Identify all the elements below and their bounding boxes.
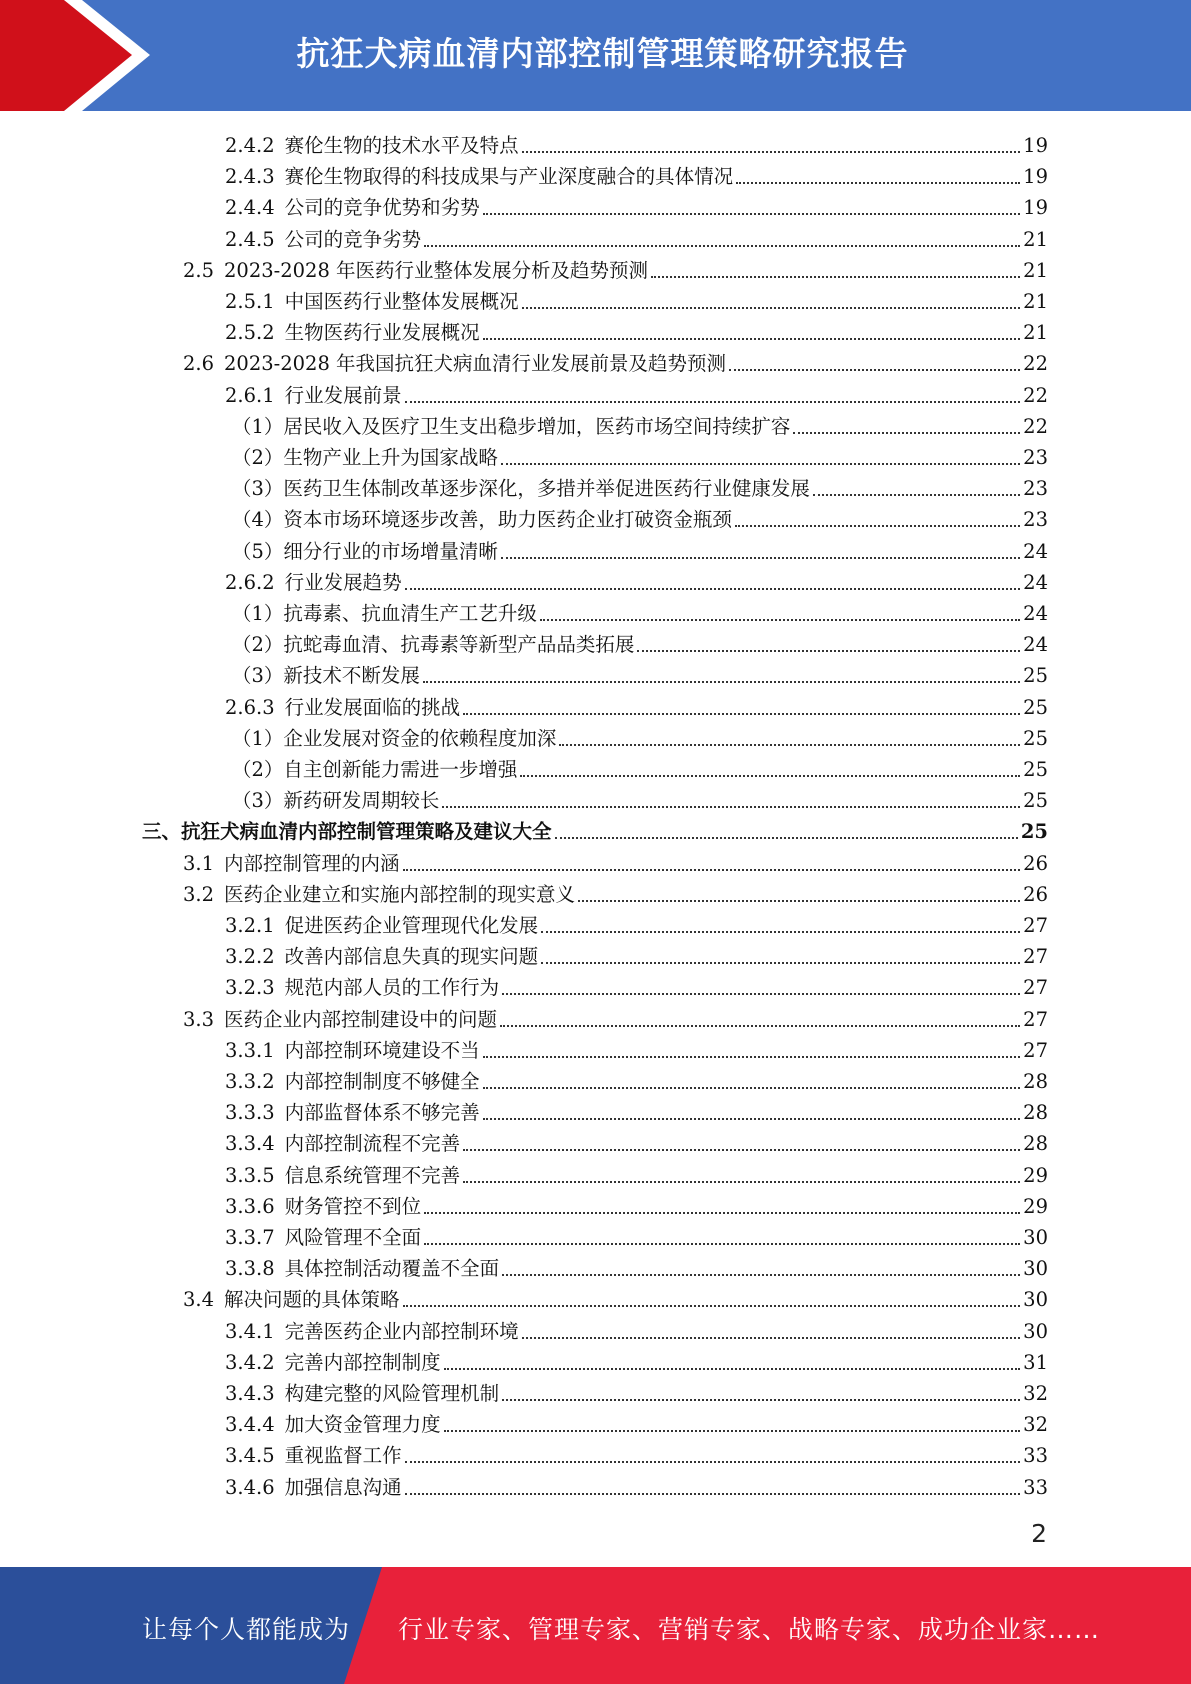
toc-dot-leader xyxy=(463,713,1020,715)
toc-dot-leader xyxy=(502,1274,1020,1276)
toc-entry[interactable] xyxy=(232,720,1048,751)
toc-entry-number: （1） xyxy=(232,414,284,438)
toc-entry-number: （2） xyxy=(232,446,284,469)
toc-entry-title: 改善内部信息失真的现实问题 xyxy=(284,945,539,969)
page-number: 2 xyxy=(1031,1519,1047,1548)
toc-entry-page: 25 xyxy=(1020,820,1048,844)
footer-slogan-right: 行业专家、管理专家、营销专家、战略专家、成功企业家…… xyxy=(398,1615,1101,1644)
toc-entry-page: 24 xyxy=(1023,570,1048,594)
toc-dot-leader xyxy=(405,588,1021,590)
toc-entry[interactable] xyxy=(225,221,1048,252)
toc-entry-page: 25 xyxy=(1023,758,1048,781)
toc-dot-leader xyxy=(578,900,1020,902)
toc-entry-page: 26 xyxy=(1023,882,1048,906)
toc-entry-page: 23 xyxy=(1023,508,1048,532)
toc-entry-title: 内部控制管理的内涵 xyxy=(224,851,400,875)
toc-entry[interactable] xyxy=(225,1250,1048,1281)
toc-entry-number: 3.4 xyxy=(183,1288,215,1312)
toc-entry-number: （1） xyxy=(232,726,284,750)
toc-entry-title: 医药企业内部控制建设中的问题 xyxy=(224,1007,498,1031)
toc-entry[interactable] xyxy=(225,1032,1048,1063)
toc-dot-leader xyxy=(405,401,1021,403)
toc-entry-number: 2.5.2 xyxy=(225,321,275,345)
toc-entry-number: 3.3.3 xyxy=(225,1101,275,1125)
toc-entry-title: 内部控制制度不够健全 xyxy=(284,1070,480,1093)
toc-entry[interactable] xyxy=(232,470,1048,501)
toc-entry-title: 规范内部人员的工作行为 xyxy=(284,976,500,1000)
toc-entry-number: 2.6.3 xyxy=(225,695,275,719)
toc-entry-page: 24 xyxy=(1023,633,1048,657)
toc-dot-leader xyxy=(483,213,1021,215)
toc-dot-leader xyxy=(444,1368,1021,1370)
toc-entry-number: 3.3.4 xyxy=(225,1132,275,1156)
toc-entry[interactable] xyxy=(225,564,1048,595)
toc-entry-page: 27 xyxy=(1023,976,1048,1000)
toc-dot-leader xyxy=(483,338,1021,340)
toc-entry-title: 2023-2028 年医药行业整体发展分析及趋势预测 xyxy=(224,258,649,282)
toc-entry-page: 29 xyxy=(1023,1194,1048,1218)
toc-entry-page: 33 xyxy=(1023,1444,1048,1468)
toc-entry[interactable] xyxy=(232,782,1048,813)
toc-entry-page: 22 xyxy=(1023,414,1048,438)
toc-dot-leader xyxy=(403,1305,1021,1307)
toc-entry-page: 24 xyxy=(1023,602,1048,625)
toc-entry-page: 26 xyxy=(1023,851,1048,875)
toc-entry[interactable] xyxy=(225,1125,1048,1156)
toc-entry-title: 抗蛇毒血清、抗毒素等新型产品品类拓展 xyxy=(283,633,635,657)
toc-entry-number: 3.4.2 xyxy=(225,1350,275,1374)
toc-entry-number: 2.4.3 xyxy=(225,165,275,189)
toc-entry-page: 23 xyxy=(1023,446,1048,469)
toc-entry-title: 具体控制活动覆盖不全面 xyxy=(284,1257,500,1281)
toc-entry-page: 28 xyxy=(1023,1070,1048,1093)
toc-entry[interactable] xyxy=(225,1375,1048,1406)
toc-entry-page: 19 xyxy=(1023,165,1048,189)
toc-entry-title: 抗狂犬病血清内部控制管理策略及建议大全 xyxy=(181,820,552,844)
toc-entry[interactable] xyxy=(225,1344,1048,1375)
toc-entry-title: 新技术不断发展 xyxy=(283,664,420,688)
toc-entry-title: 信息系统管理不完善 xyxy=(284,1163,461,1187)
toc-entry-page: 25 xyxy=(1023,664,1048,688)
toc-dot-leader xyxy=(483,1056,1021,1058)
toc-entry[interactable] xyxy=(183,345,1048,376)
toc-entry-title: 加强信息沟通 xyxy=(284,1475,402,1499)
toc-entry[interactable] xyxy=(225,127,1048,158)
toc-dot-leader xyxy=(424,1243,1020,1245)
toc-entry-page: 22 xyxy=(1023,383,1048,407)
toc-entry[interactable] xyxy=(225,1406,1048,1437)
toc-entry-number: 3.3.6 xyxy=(225,1194,275,1218)
toc-entry-page: 31 xyxy=(1023,1350,1048,1374)
toc-entry-number: 3.4.4 xyxy=(225,1413,275,1437)
toc-entry-title: 医药卫生体制改革逐步深化，多措并举促进医药行业健康发展 xyxy=(283,477,810,501)
toc-dot-leader xyxy=(405,1493,1021,1495)
toc-entry-title: 赛伦生物取得的科技成果与产业深度融合的具体情况 xyxy=(284,165,734,189)
toc-entry-number: （3） xyxy=(232,664,284,688)
toc-dot-leader xyxy=(463,1149,1020,1151)
toc-entry-title: 居民收入及医疗卫生支出稳步增加，医药市场空间持续扩容 xyxy=(283,414,791,438)
toc-entry-page: 21 xyxy=(1023,321,1048,345)
toc-dot-leader xyxy=(729,369,1020,371)
toc-dot-leader xyxy=(424,245,1020,247)
toc-entry-title: 完善医药企业内部控制环境 xyxy=(284,1319,519,1343)
toc-entry-number: 2.5 xyxy=(183,258,215,282)
toc-entry-number: 2.4.2 xyxy=(225,134,275,157)
toc-entry-page: 33 xyxy=(1023,1475,1048,1499)
toc-entry-title: 内部控制流程不完善 xyxy=(284,1132,461,1156)
toc-entry-page: 24 xyxy=(1023,539,1048,563)
toc-entry-page: 27 xyxy=(1023,1038,1048,1062)
toc-entry-title: 抗毒素、抗血清生产工艺升级 xyxy=(283,602,537,625)
toc-entry-number: 3.2.1 xyxy=(225,914,275,937)
toc-entry[interactable] xyxy=(225,938,1048,969)
footer-slogan-left: 让每个人都能成为 xyxy=(142,1615,351,1644)
toc-dot-leader xyxy=(522,151,1021,153)
toc-entry[interactable] xyxy=(225,377,1048,408)
toc-dot-leader xyxy=(442,806,1020,808)
toc-dot-leader xyxy=(559,744,1020,746)
toc-dot-leader xyxy=(793,432,1020,434)
toc-dot-leader xyxy=(540,619,1020,621)
toc-entry[interactable] xyxy=(225,689,1048,720)
toc-entry-number: 3.1 xyxy=(183,851,215,875)
toc-dot-leader xyxy=(500,1025,1020,1027)
toc-entry[interactable] xyxy=(225,1437,1048,1468)
toc-dot-leader xyxy=(483,1087,1021,1089)
toc-entry[interactable] xyxy=(225,1188,1048,1219)
toc-dot-leader xyxy=(735,525,1020,527)
toc-entry[interactable] xyxy=(232,751,1048,782)
toc-entry[interactable] xyxy=(183,1281,1048,1312)
toc-dot-leader xyxy=(444,1430,1021,1432)
toc-entry-number: 2.4.5 xyxy=(225,227,275,251)
toc-entry-page: 30 xyxy=(1023,1257,1048,1281)
toc-entry-number: 3.4.6 xyxy=(225,1475,275,1499)
toc-entry[interactable] xyxy=(225,158,1048,189)
toc-entry-title: 行业发展面临的挑战 xyxy=(284,695,461,719)
toc-entry-title: 2023-2028 年我国抗狂犬病血清行业发展前景及趋势预测 xyxy=(224,352,727,376)
toc-entry[interactable] xyxy=(183,252,1048,283)
toc-entry-number: 3.3.5 xyxy=(225,1163,275,1187)
toc-dot-leader xyxy=(522,307,1021,309)
toc-entry-title: 中国医药行业整体发展概况 xyxy=(284,290,519,313)
toc-entry-number: （2） xyxy=(232,633,284,657)
toc-entry-page: 27 xyxy=(1023,1007,1048,1031)
toc-entry[interactable] xyxy=(225,1094,1048,1125)
toc-dot-leader xyxy=(813,494,1020,496)
toc-entry-title: 赛伦生物的技术水平及特点 xyxy=(284,134,519,157)
toc-entry-number: （3） xyxy=(232,789,284,813)
toc-dot-leader xyxy=(501,557,1020,559)
toc-entry-number: 2.6 xyxy=(183,352,215,376)
toc-entry-page: 30 xyxy=(1023,1319,1048,1343)
toc-entry-title: 公司的竞争优势和劣势 xyxy=(284,196,480,220)
toc-entry-number: 2.6.1 xyxy=(225,383,275,407)
toc-entry-title: 财务管控不到位 xyxy=(284,1194,422,1218)
toc-entry-title: 医药企业建立和实施内部控制的现实意义 xyxy=(224,882,576,906)
header-banner xyxy=(0,0,1191,111)
toc-entry[interactable] xyxy=(225,1063,1048,1094)
toc-dot-leader xyxy=(501,463,1020,465)
toc-entry-number: 3.4.3 xyxy=(225,1382,275,1405)
toc-entry-title: 行业发展前景 xyxy=(284,383,402,407)
toc-dot-leader xyxy=(736,182,1020,184)
toc-entry-page: 23 xyxy=(1023,477,1048,501)
footer-banner xyxy=(0,1567,1191,1684)
toc-dot-leader xyxy=(520,775,1020,777)
toc-entry-title: 自主创新能力需进一步增强 xyxy=(283,758,518,781)
toc-dot-leader xyxy=(555,837,1018,839)
toc-entry[interactable] xyxy=(183,845,1048,876)
toc-dot-leader xyxy=(502,993,1020,995)
toc-entry-number: 3.4.5 xyxy=(225,1444,275,1468)
toc-entry-number: 3.3.8 xyxy=(225,1257,275,1281)
toc-dot-leader xyxy=(502,1399,1020,1401)
toc-entry-page: 21 xyxy=(1023,290,1048,313)
toc-entry[interactable] xyxy=(225,283,1048,314)
toc-entry[interactable] xyxy=(232,501,1048,532)
toc-entry[interactable] xyxy=(225,1219,1048,1250)
toc-entry[interactable] xyxy=(232,657,1048,688)
toc-dot-leader xyxy=(423,681,1020,683)
toc-entry-page: 32 xyxy=(1023,1413,1048,1437)
toc-entry[interactable] xyxy=(232,439,1048,470)
toc-entry[interactable] xyxy=(225,189,1048,220)
toc-entry[interactable] xyxy=(225,314,1048,345)
toc-entry-number: （5） xyxy=(232,539,284,563)
toc-entry-title: 重视监督工作 xyxy=(284,1444,402,1468)
toc-entry-page: 30 xyxy=(1023,1226,1048,1249)
toc-entry-title: 完善内部控制制度 xyxy=(284,1350,441,1374)
toc-entry-page: 25 xyxy=(1023,695,1048,719)
toc-entry[interactable] xyxy=(232,595,1048,626)
toc-dot-leader xyxy=(463,1181,1020,1183)
toc-entry-title: 促进医药企业管理现代化发展 xyxy=(284,914,539,937)
toc-entry-title: 加大资金管理力度 xyxy=(284,1413,441,1437)
toc-dot-leader xyxy=(522,1337,1021,1339)
toc-entry-page: 27 xyxy=(1023,914,1048,937)
toc-dot-leader xyxy=(403,869,1021,871)
toc-dot-leader xyxy=(483,1118,1021,1120)
toc-dot-leader xyxy=(651,276,1020,278)
toc-entry-number: 3.3.2 xyxy=(225,1070,275,1093)
toc-entry-title: 新药研发周期较长 xyxy=(283,789,440,813)
toc-entry-page: 21 xyxy=(1023,227,1048,251)
toc-entry[interactable] xyxy=(142,813,1048,844)
toc-entry-title: 企业发展对资金的依赖程度加深 xyxy=(283,726,557,750)
toc-entry[interactable] xyxy=(225,907,1048,938)
toc-entry-title: 构建完整的风险管理机制 xyxy=(284,1382,500,1405)
toc-entry-number: 2.6.2 xyxy=(225,570,275,594)
toc-entry-title: 行业发展趋势 xyxy=(284,570,402,594)
toc-entry-page: 27 xyxy=(1023,945,1048,969)
toc-entry-page: 21 xyxy=(1023,258,1048,282)
toc-entry-number: 3.2.3 xyxy=(225,976,275,1000)
toc-entry-number: 3.4.1 xyxy=(225,1319,275,1343)
toc-entry[interactable] xyxy=(232,533,1048,564)
toc-entry-title: 内部监督体系不够完善 xyxy=(284,1101,480,1125)
toc-entry-title: 生物医药行业发展概况 xyxy=(284,321,480,345)
toc-entry-page: 28 xyxy=(1023,1132,1048,1156)
toc-entry[interactable] xyxy=(183,876,1048,907)
toc-entry-title: 解决问题的具体策略 xyxy=(224,1288,400,1312)
toc-entry-title: 风险管理不全面 xyxy=(284,1226,422,1249)
toc-entry[interactable] xyxy=(232,408,1048,439)
toc-entry-number: 3.2 xyxy=(183,882,215,906)
toc-entry-number: 3.3.1 xyxy=(225,1038,275,1062)
toc-entry-page: 25 xyxy=(1023,789,1048,813)
toc-entry-title: 公司的竞争劣势 xyxy=(284,227,422,251)
toc-entry-number: 3.3 xyxy=(183,1007,215,1031)
toc-entry-number: 2.4.4 xyxy=(225,196,275,220)
toc-entry-page: 25 xyxy=(1023,726,1048,750)
toc-entry-number: （2） xyxy=(232,758,284,781)
toc-dot-leader xyxy=(541,962,1020,964)
toc-entry[interactable] xyxy=(225,1157,1048,1188)
toc-entry[interactable] xyxy=(225,1313,1048,1344)
toc-dot-leader xyxy=(424,1212,1020,1214)
toc-dot-leader xyxy=(637,650,1020,652)
toc-entry-title: 内部控制环境建设不当 xyxy=(284,1038,480,1062)
toc-entry-number: （4） xyxy=(232,508,284,532)
toc-entry-number: 三、 xyxy=(142,820,182,844)
toc-entry[interactable] xyxy=(232,626,1048,657)
toc-entry-number: （3） xyxy=(232,477,284,501)
toc-entry-page: 29 xyxy=(1023,1163,1048,1187)
toc-entry-title: 生物产业上升为国家战略 xyxy=(283,446,498,469)
toc-dot-leader xyxy=(405,1461,1021,1463)
toc-entry[interactable] xyxy=(183,1001,1048,1032)
page-title: 抗狂犬病血清内部控制管理策略研究报告 xyxy=(296,34,909,73)
toc-entry-number: 3.2.2 xyxy=(225,945,275,969)
toc-entry[interactable] xyxy=(225,969,1048,1000)
toc-entry-page: 19 xyxy=(1023,196,1048,220)
toc-entry-page: 32 xyxy=(1023,1382,1048,1405)
toc-entry-page: 28 xyxy=(1023,1101,1048,1125)
toc-entry-number: 2.5.1 xyxy=(225,290,275,313)
toc-entry[interactable] xyxy=(225,1469,1048,1500)
toc-entry-page: 19 xyxy=(1023,134,1048,157)
toc-dot-leader xyxy=(541,931,1020,933)
toc-entry-page: 22 xyxy=(1023,352,1048,376)
toc-entry-number: （1） xyxy=(232,602,284,625)
toc-entry-number: 3.3.7 xyxy=(225,1226,275,1249)
toc-entry-title: 资本市场环境逐步改善，助力医药企业打破资金瓶颈 xyxy=(283,508,732,532)
toc-entry-title: 细分行业的市场增量清晰 xyxy=(283,539,498,563)
toc-entry-page: 30 xyxy=(1023,1288,1048,1312)
